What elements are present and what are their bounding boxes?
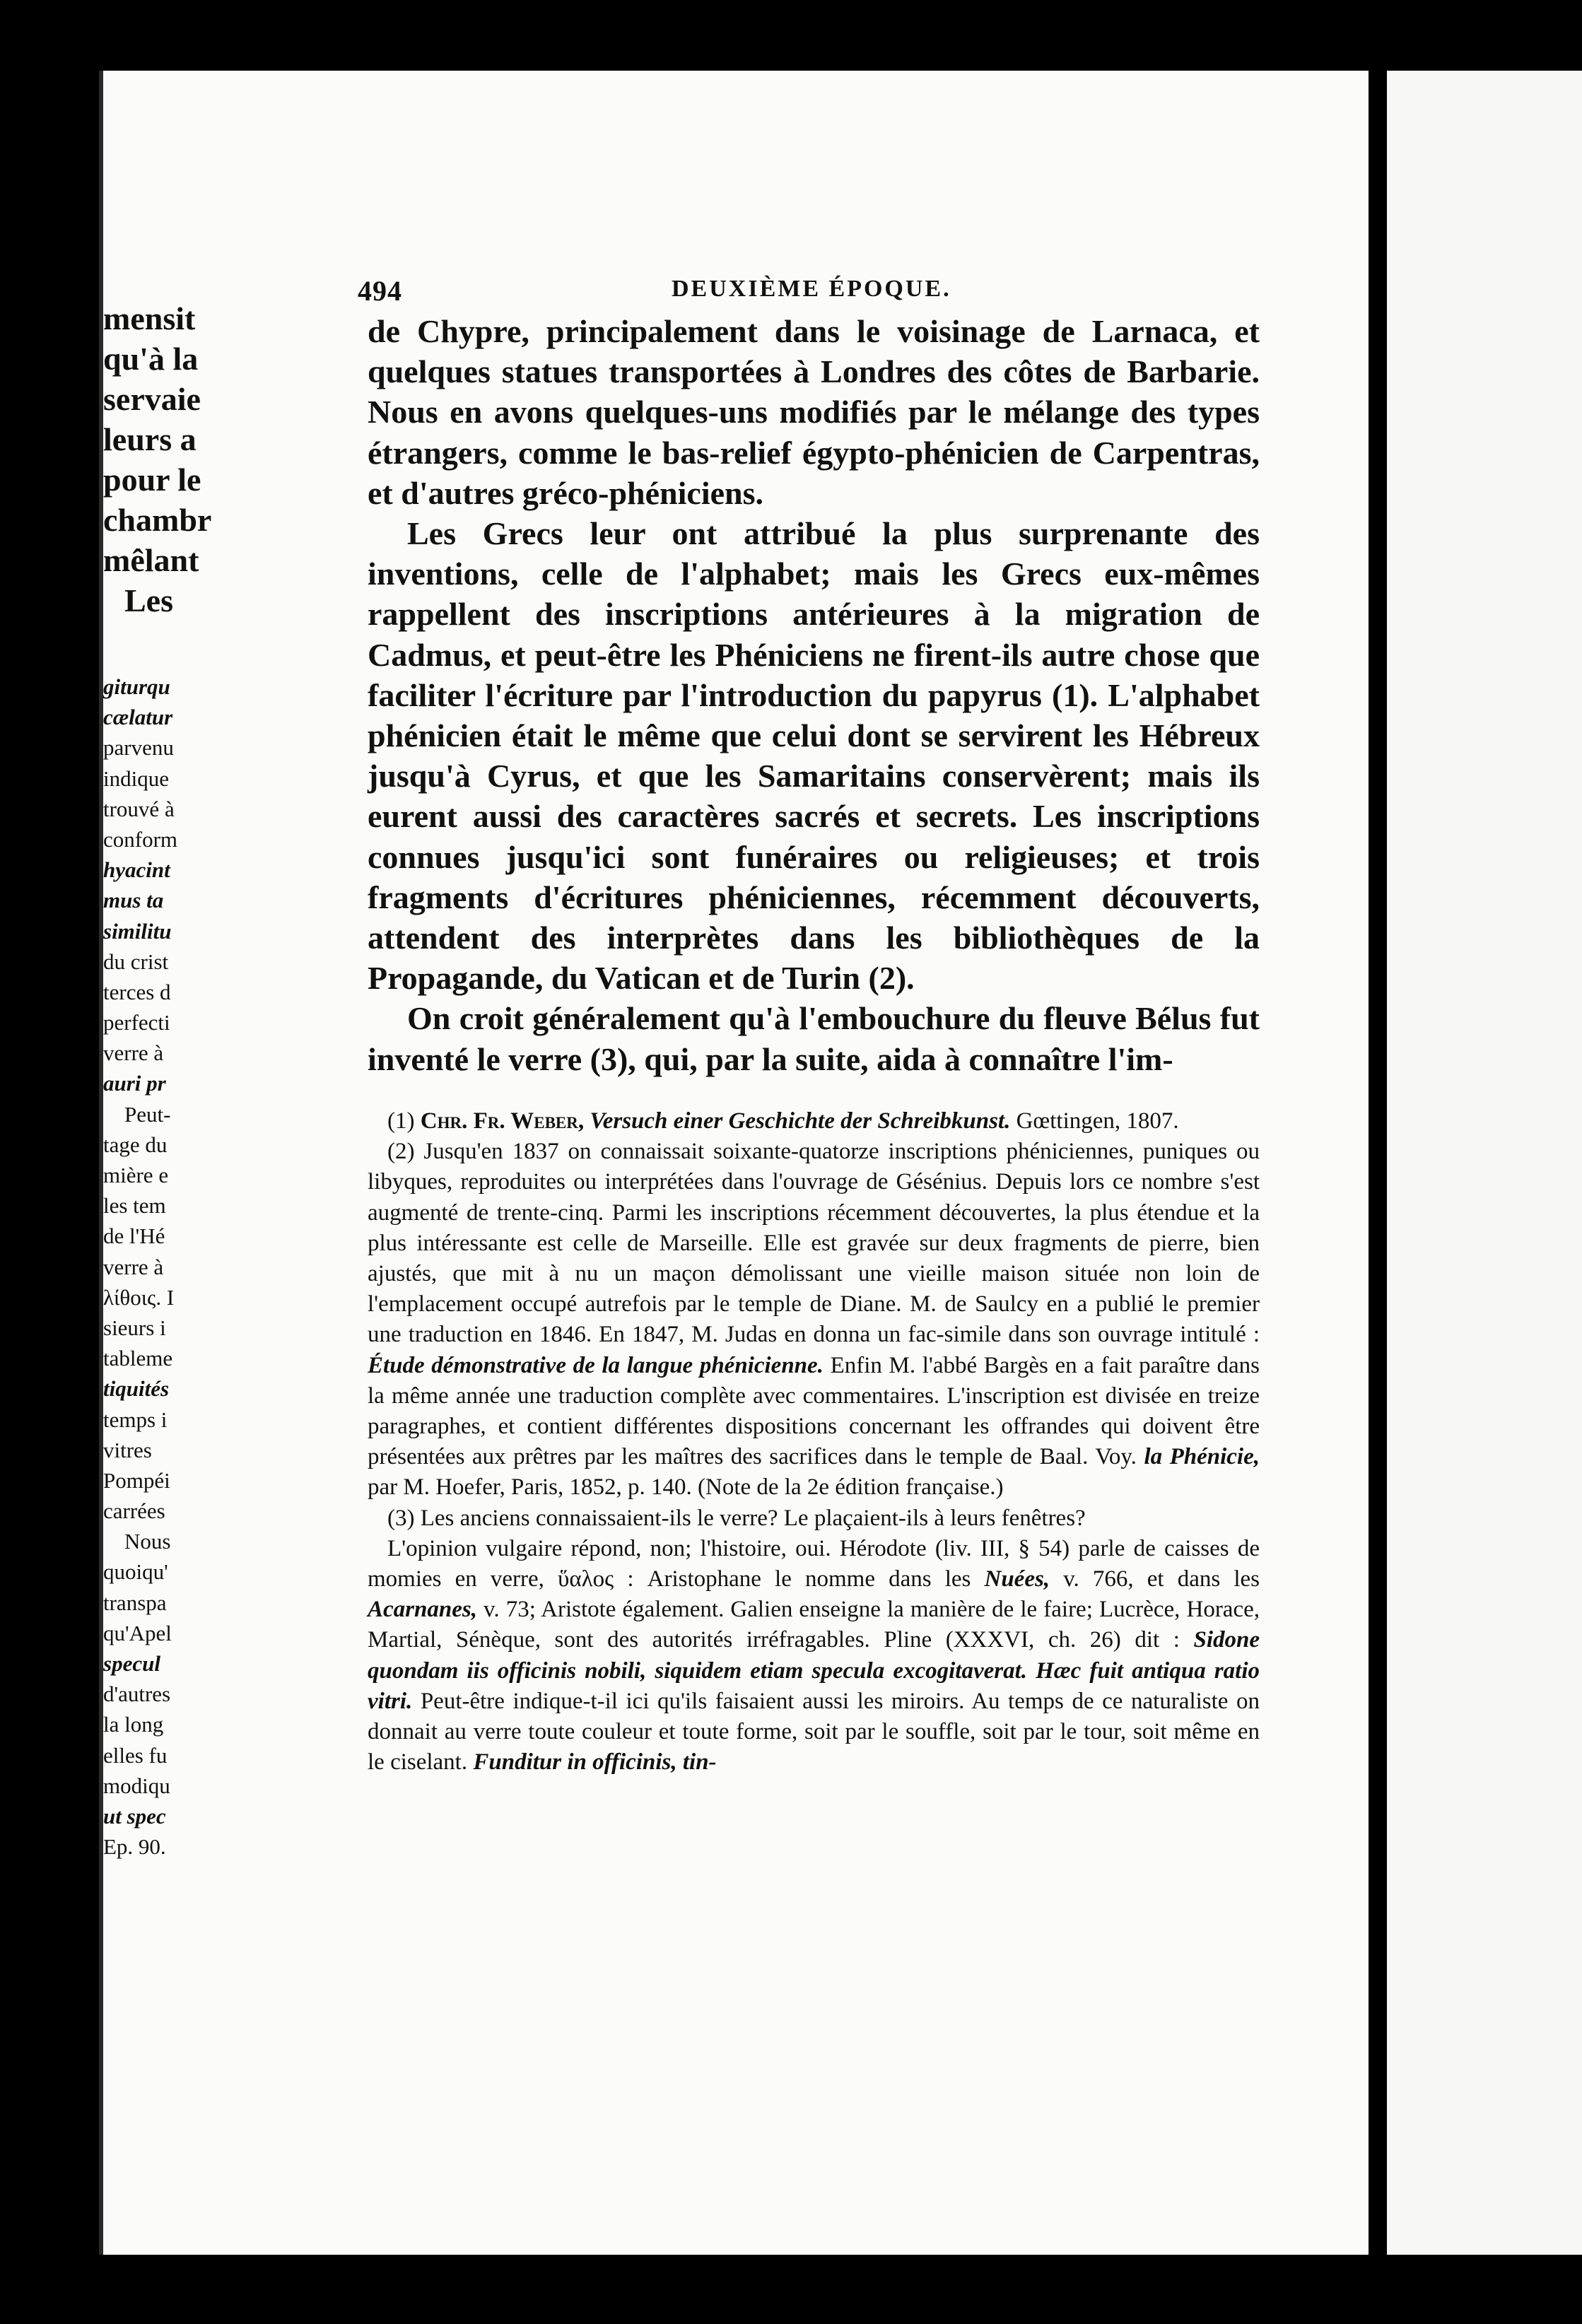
right-note-line: d'autres bbox=[103, 1682, 171, 1707]
right-note-line: parvenu bbox=[103, 735, 174, 761]
footnote-1-marker: (1) bbox=[387, 1108, 415, 1134]
right-note-line: conform bbox=[103, 826, 178, 852]
right-note-line: quoiqu' bbox=[103, 1559, 168, 1585]
right-line: mêlant bbox=[103, 542, 199, 578]
right-note-line: Peut- bbox=[124, 1101, 171, 1127]
right-note-line: λίθοις. I bbox=[103, 1284, 175, 1310]
paragraph-1: de Chypre, principalement dans le voisinage de Larnaca, et quelques statues transportées à Londres des côtes de Barbarie. Nous en avons quelques-uns modifiés par le mélange des types étrangers, comme le bas-relief égypto-phénicien de Carpentras, et d'autres gréco-phéniciens. bbox=[368, 313, 1260, 511]
paragraph-2: Les Grecs leur ont attribué la plus surprenante des inventions, celle de l'alphabet; mais les Grecs eux-mêmes rappellent des inscriptions antérieures à la migration de Cadmus, et peut-être les Phéniciens ne firent-ils autre chose que faciliter l'écriture par l'introduction du papyrus (1). L'alphabet phénicien était le même que celui dont se servirent les Hébreux jusqu'à Cyrus, et que les Samaritains conservèrent; mais ils eurent aussi des caractères sacrés et secrets. Les inscriptions connues jusqu'ici sont funéraires ou religieuses; et trois fragments d'écritures phéniciennes, récemment découverts, attendent des interprètes dans les bibliothèques de la Propagande, du Vatican et de Turin (2). bbox=[368, 515, 1260, 997]
right-note-line: cælatur bbox=[103, 705, 173, 730]
right-note-line: giturqu bbox=[103, 674, 170, 699]
footnote-3-text-2: v. 766, et dans les bbox=[1063, 1566, 1260, 1592]
running-title: DEUXIÈME ÉPOQUE. bbox=[672, 276, 951, 302]
right-line: chambr bbox=[103, 502, 212, 538]
footnote-3-text-1: L'opinion vulgaire répond, non; l'histoire, oui. Hérodote (liv. III, § 54) parle de caisses de momies en verre, ὕαλος : Aristophane le nomme dans les bbox=[368, 1535, 1260, 1592]
right-note-line: Pompéi bbox=[103, 1467, 170, 1493]
right-note-line: auri pr bbox=[103, 1071, 166, 1096]
right-line: servaie bbox=[103, 381, 201, 417]
page-header bbox=[358, 274, 1308, 310]
footnote-3-title-2: Acarnanes, bbox=[368, 1597, 477, 1623]
right-note-line: tableme bbox=[103, 1346, 173, 1371]
right-note-line: tiquités bbox=[103, 1376, 170, 1402]
right-note-line: ut spec bbox=[103, 1803, 166, 1829]
right-note-line: specul bbox=[103, 1651, 160, 1676]
right-note-line: hyacint bbox=[103, 857, 170, 883]
right-note-line: verre à bbox=[103, 1040, 164, 1066]
right-note-line: similitu bbox=[103, 918, 172, 944]
right-line: Les bbox=[124, 582, 173, 618]
right-note-line: vitres bbox=[103, 1437, 152, 1462]
footnote-1-rest: Gœttingen, 1807. bbox=[1016, 1108, 1179, 1134]
paragraph-3: On croit généralement qu'à l'embouchure du fleuve Bélus fut inventé le verre (3), qui, par la suite, aida à connaître l'im- bbox=[368, 1000, 1260, 1077]
footnote-3-text-4: Peut-être indique-t-il ici qu'ils faisaient aussi les miroirs. Au temps de ce naturaliste on donnait au verre toute couleur et toute forme, soit par le souffle, soit par le tour, soit même en le ciselant. bbox=[368, 1688, 1260, 1776]
footnote-3-quote-2: Funditur in officinis, tin- bbox=[473, 1749, 717, 1776]
right-note-line: modiqu bbox=[103, 1773, 170, 1798]
footnote-1 bbox=[368, 1106, 1260, 1137]
footnote-3 bbox=[368, 1534, 1260, 1778]
right-note-line: indique bbox=[103, 765, 169, 791]
right-line: mensit bbox=[103, 300, 196, 336]
footnote-2-text-3: par M. Hoefer, Paris, 1852, p. 140. (Note de la 2e édition française.) bbox=[368, 1474, 1004, 1501]
right-note-line: carrées bbox=[103, 1498, 165, 1524]
right-note-line: temps i bbox=[103, 1407, 168, 1432]
right-note-line: sieurs i bbox=[103, 1315, 166, 1340]
right-line: pour le bbox=[103, 462, 201, 498]
right-note-line: Ep. 90. bbox=[103, 1834, 166, 1860]
right-note-line: les tem bbox=[103, 1193, 166, 1219]
right-note-line: Nous bbox=[124, 1529, 171, 1554]
footnote-1-title: Versuch einer Geschichte der Schreibkunst. bbox=[590, 1108, 1011, 1134]
right-note-line: terces d bbox=[103, 979, 171, 1004]
right-page-text bbox=[103, 298, 212, 621]
footnote-2-text-1: (2) Jusqu'en 1837 on connaissait soixante-quatorze inscriptions phéniciennes, puniques ou libyques, reproduites ou interprétées dans l'ouvrage de Gésénius. Depuis lors ce nombre s'est augmenté de trente-cinq. Parmi les inscriptions récemment découvertes, la plus étendue et la plus intéressante est celle de Marseille. Elle est gravée sur deux fragments de pierre, bien ajustés, que mit à nu un maçon démolissant une vieille maison située non loin de l'emplacement occupé autrefois par le temple de Diane. M. de Saulcy en a publié le premier une traduction en 1846. En 1847, M. Judas en donna un fac-simile dans son ouvrage intitulé : bbox=[368, 1139, 1260, 1348]
right-note-line: perfecti bbox=[103, 1010, 170, 1035]
right-note-line: transpa bbox=[103, 1590, 167, 1615]
right-line: leurs a bbox=[103, 421, 197, 457]
footnote-2-text-2: Enfin M. l'abbé Bargès en a fait paraître dans la même année une traduction complète avec commentaires. L'inscription est divisée en treize paragraphes, et contient différentes dispositions concernant les offrandes qui doivent être présentées aux prêtres par les maîtres des sacrifices dans le temple de Baal. Voy. bbox=[368, 1352, 1260, 1470]
footnote-2-title-2: la Phénicie, bbox=[1144, 1444, 1260, 1470]
right-line: qu'à la bbox=[103, 341, 199, 377]
footnote-2 bbox=[368, 1137, 1260, 1503]
right-note-line: du crist bbox=[103, 949, 169, 974]
right-page bbox=[1387, 71, 1582, 2255]
right-note-line: mière e bbox=[103, 1163, 169, 1187]
right-note-line: la long bbox=[103, 1712, 164, 1737]
footnote-3-text-3: v. 73; Aristote également. Galien enseigne la manière de le faire; Lucrèce, Horace, Martial, Sénèque, sont des autorités irréfragables. Pline (XXXVI, ch. 26) dit : bbox=[368, 1597, 1260, 1653]
footnote-3-title-1: Nuées, bbox=[984, 1566, 1050, 1592]
footnote-2-title-1: Étude démonstrative de la langue phénicienne. bbox=[368, 1352, 824, 1378]
footnote-1-author: Chr. Fr. Weber, bbox=[420, 1108, 585, 1134]
right-note-line: mus ta bbox=[103, 888, 164, 913]
right-note-line: qu'Apel bbox=[103, 1620, 172, 1645]
main-text bbox=[368, 311, 1260, 1079]
right-note-line: trouvé à bbox=[103, 796, 175, 821]
right-note-line: tage du bbox=[103, 1132, 168, 1157]
footnote-3-quote-1: Sidone quondam iis officinis nobili, siquidem etiam specula excogitaverat. Hæc fuit antiqua ratio vitri. bbox=[368, 1627, 1260, 1714]
right-note-line: verre à bbox=[103, 1254, 164, 1279]
right-note-line: de l'Hé bbox=[103, 1223, 165, 1249]
footnote-3-question: (3) Les anciens connaissaient-ils le verre? Le plaçaient-ils à leurs fenêtres? bbox=[387, 1505, 1086, 1531]
footnotes bbox=[368, 1106, 1260, 1778]
right-page-notes bbox=[103, 671, 202, 1862]
page-number: 494 bbox=[358, 275, 402, 307]
right-note-line: elles fu bbox=[103, 1742, 168, 1768]
